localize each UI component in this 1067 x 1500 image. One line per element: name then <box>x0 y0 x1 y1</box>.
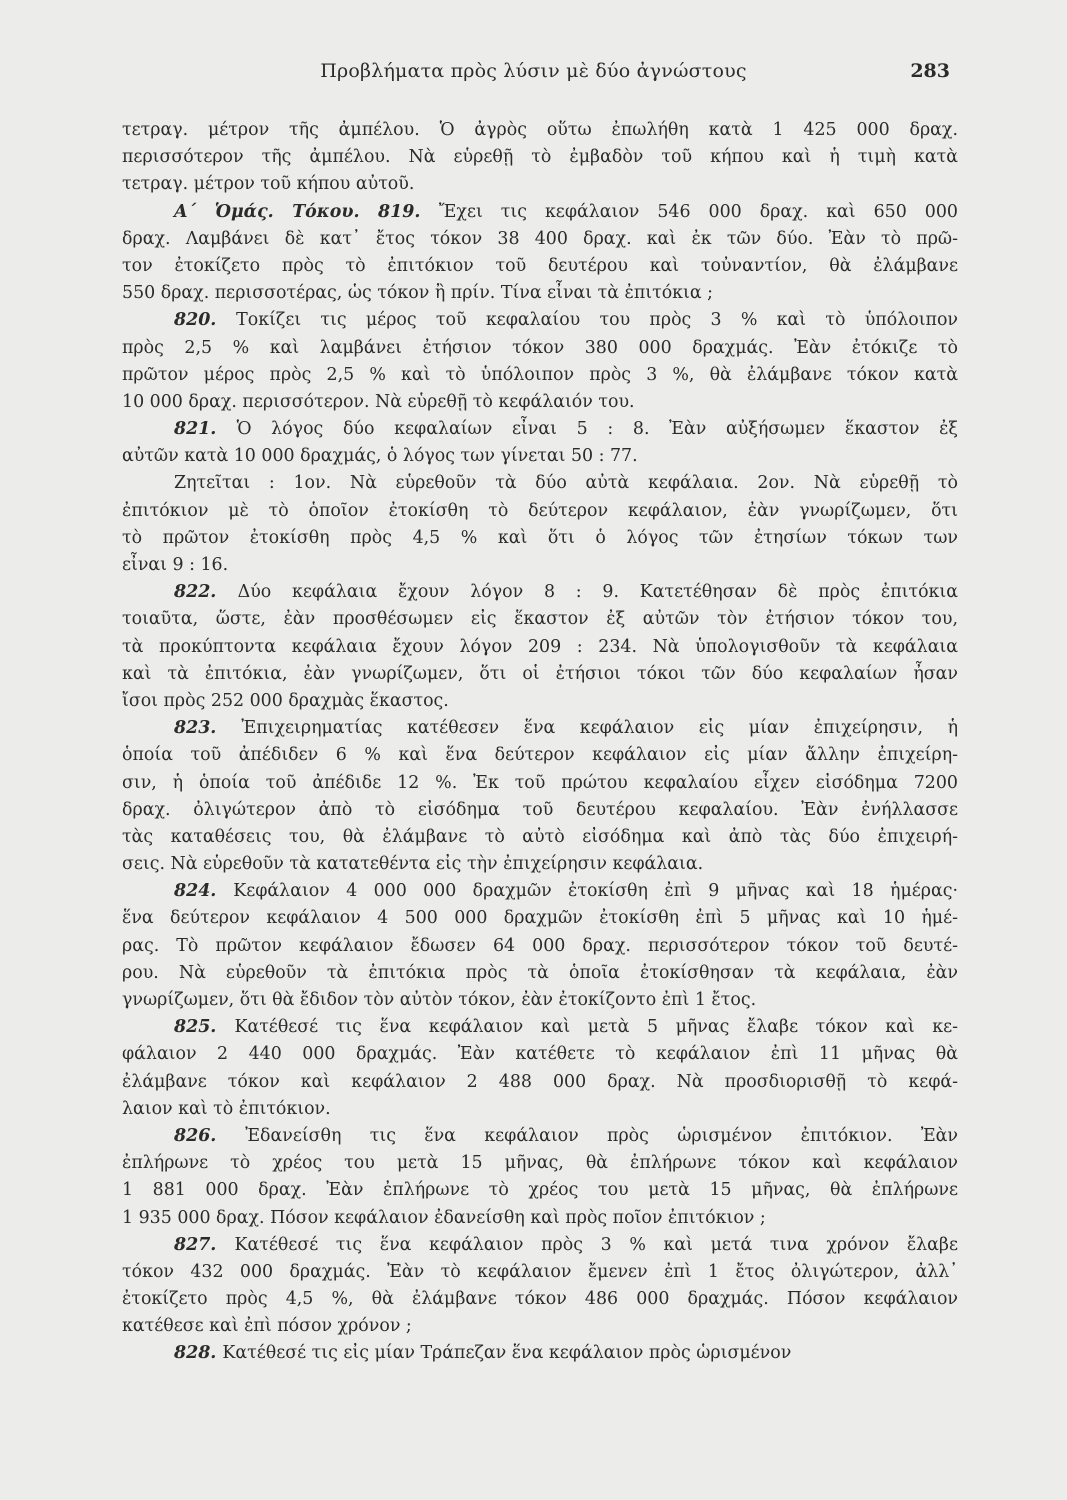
line-text: τὸ πρῶτον ἐτοκίσθη πρὸς 4,5 % καὶ ὅτι ὁ λόγος τῶν ἐτησίων τόκων των <box>122 527 958 548</box>
line-text: τετραγ. μέτρον τοῦ κήπου αὐτοῦ. <box>122 174 415 195</box>
text-line <box>122 1232 958 1259</box>
line-text: Ὁ λόγος δύο κεφαλαίων εἶναι 5 : 8. Ἐὰν αὐξήσωμεν ἕκαστον ἐξ <box>236 419 958 440</box>
text-line <box>122 498 958 525</box>
problem-number: 823. <box>174 718 242 739</box>
line-text: Ἐδανείσθη τις ἕνα κεφάλαιον πρὸς ὡρισμένον ἐπιτόκιον. Ἐὰν <box>245 1125 958 1146</box>
text-line <box>122 171 958 198</box>
text-line <box>122 1286 958 1313</box>
line-text: Τοκίζει τις μέρος τοῦ κεφαλαίου του πρὸς 3 % καὶ τὸ ὑπόλοιπον <box>236 310 958 331</box>
line-text: ἐλάμβανε τόκον καὶ κεφάλαιον 2 488 000 δραχ. Νὰ προσδιορισθῇ τὸ κεφά- <box>122 1071 958 1092</box>
line-text: Ἔχει τις κεφάλαιον 546 000 δραχ. καὶ 650 000 <box>438 201 958 222</box>
text-line <box>122 1259 958 1286</box>
line-text: δραχ. Λαμβάνει δὲ κατ᾽ ἔτος τόκον 38 400 δραχ. καὶ ἐκ τῶν δύο. Ἐὰν τὸ πρῶ- <box>122 228 958 249</box>
text-line <box>122 634 958 661</box>
line-text: αὐτῶν κατὰ 10 000 δραχμάς, ὁ λόγος των γίνεται 50 : 77. <box>122 446 638 467</box>
line-text: Κατέθεσέ τις εἰς μίαν Τράπεζαν ἕνα κεφάλαιον πρὸς ὡρισμένον <box>222 1343 792 1364</box>
line-text: ἐπιτόκιον μὲ τὸ ὁποῖον ἐτοκίσθη τὸ δεύτερον κεφάλαιον, ἐὰν γνωρίζωμεν, ὅτι <box>122 500 958 521</box>
text-line <box>122 742 958 769</box>
text-line <box>122 661 958 688</box>
line-text: ἴσοι πρὸς 252 000 δραχμὰς ἕκαστος. <box>122 690 449 711</box>
text-line <box>122 797 958 824</box>
line-text: Ζητεῖται : 1ον. Νὰ εὑρεθοῦν τὰ δύο αὐτὰ κεφάλαια. 2ον. Νὰ εὑρεθῇ τὸ <box>174 473 958 494</box>
line-text: Δύο κεφάλαια ἔχουν λόγον 8 : 9. Κατετέθησαν δὲ πρὸς ἐπιτόκια <box>237 582 958 603</box>
line-text: πρὸς 2,5 % καὶ λαμβάνει ἐτήσιον τόκον 380 000 δραχμάς. Ἐὰν ἐτόκιζε τὸ <box>122 337 958 358</box>
line-text: τόκον 432 000 δραχμάς. Ἐὰν τὸ κεφάλαιον ἔμενεν ἐπὶ 1 ἔτος ὀλιγώτερον, ἀλλ᾽ <box>122 1261 958 1282</box>
line-text: ρας. Τὸ πρῶτον κεφάλαιον ἔδωσεν 64 000 δραχ. περισσότερον τόκον τοῦ δευτέ- <box>122 935 958 956</box>
text-line <box>122 905 958 932</box>
text-line <box>122 1205 958 1232</box>
text-line <box>122 933 958 960</box>
text-line <box>122 144 958 171</box>
text-line <box>122 1069 958 1096</box>
problem-number: 827. <box>174 1234 235 1255</box>
line-text: εἶναι 9 : 16. <box>122 555 229 575</box>
text-line <box>122 253 958 280</box>
line-text: σεις. Νὰ εὑρεθοῦν τὰ κατατεθέντα εἰς τὴν ἐπιχείρησιν κεφάλαια. <box>122 854 704 875</box>
line-text: καὶ τὰ ἐπιτόκια, ἐὰν γνωρίζωμεν, ὅτι οἱ ἐτήσιοι τόκοι τῶν δύο κεφαλαίων ἦσαν <box>122 663 958 684</box>
text-line <box>122 960 958 987</box>
problem-number: 824. <box>174 881 234 902</box>
text-line <box>122 1041 958 1068</box>
text-line <box>122 199 958 226</box>
text-line <box>122 1096 958 1123</box>
text-line <box>122 715 958 742</box>
text-line <box>122 878 958 905</box>
text-line <box>122 1313 958 1340</box>
line-text: Ἐπιχειρηματίας κατέθεσεν ἕνα κεφάλαιον εἰς μίαν ἐπιχείρησιν, ἡ <box>241 718 958 739</box>
text-line <box>122 987 958 1014</box>
text-line <box>122 851 958 878</box>
line-text: τὰ προκύπτοντα κεφάλαια ἔχουν λόγον 209 : 234. Νὰ ὑπολογισθοῦν τὰ κεφάλαια <box>122 636 958 657</box>
line-text: τοιαῦτα, ὥστε, ἐὰν προσθέσωμεν εἰς ἕκαστον ἐξ αὐτῶν τὸν ἐτήσιον τόκον του, <box>122 609 958 630</box>
line-text: ὁποία τοῦ ἀπέδιδεν 6 % καὶ ἕνα δεύτερον κεφάλαιον εἰς μίαν ἄλλην ἐπιχείρη- <box>122 745 958 766</box>
text-line <box>122 443 958 470</box>
problem-number: 820. <box>174 310 237 331</box>
text-line <box>122 416 958 443</box>
line-text: Κατέθεσέ τις ἕνα κεφάλαιον καὶ μετὰ 5 μῆνας ἔλαβε τόκον καὶ κε- <box>234 1017 958 1038</box>
text-line <box>122 1150 958 1177</box>
line-text: ἐπλήρωνε τὸ χρέος του μετὰ 15 μῆνας, θὰ ἐπλήρωνε τόκον καὶ κεφάλαιον <box>122 1153 958 1174</box>
text-line <box>122 606 958 633</box>
line-text: πρῶτον μέρος πρὸς 2,5 % καὶ τὸ ὑπόλοιπον πρὸς 3 %, θὰ ἐλάμβανε τόκον κατὰ <box>122 364 958 385</box>
text-line <box>122 1340 958 1367</box>
text-line <box>122 335 958 362</box>
problem-number: 826. <box>174 1125 246 1146</box>
line-text: Κατέθεσέ τις ἕνα κεφάλαιον πρὸς 3 % καὶ μετά τινα χρόνον ἔλαβε <box>234 1234 958 1255</box>
line-text: Κεφάλαιον 4 000 000 δραχμῶν ἐτοκίσθη ἐπὶ 9 μῆνας καὶ 18 ἡμέρας· <box>233 881 958 902</box>
line-text: φάλαιον 2 440 000 δραχμάς. Ἐὰν κατέθετε τὸ κεφάλαιον ἐπὶ 11 μῆνας θὰ <box>122 1044 958 1065</box>
problem-number: Α΄ Ὁμάς. Τόκου. 819. <box>174 201 439 222</box>
line-text: δραχ. ὀλιγώτερον ἀπὸ τὸ εἰσόδημα τοῦ δευτέρου κεφαλαίου. Ἐὰν ἐνήλλασσε <box>122 799 958 820</box>
problem-number: 821. <box>174 419 237 440</box>
line-text: γνωρίζωμεν, ὅτι θὰ ἔδιδον τὸν αὐτὸν τόκον, ἐὰν ἐτοκίζοντο ἐπὶ 1 ἔτος. <box>122 990 757 1010</box>
line-text: τετραγ. μέτρον τῆς ἀμπέλου. Ὁ ἀγρὸς οὕτω ἐπωλήθη κατὰ 1 425 000 δραχ. <box>122 120 958 140</box>
line-text: τὰς καταθέσεις του, θὰ ἐλάμβανε τὸ αὐτὸ εἰσόδημα καὶ ἀπὸ τὰς δύο ἐπιχειρή- <box>122 826 958 847</box>
problem-number: 828. <box>174 1343 223 1364</box>
line-text: 1 935 000 δραχ. Πόσον κεφάλαιον ἐδανείσθη καὶ πρὸς ποῖον ἐπιτόκιον ; <box>122 1207 766 1228</box>
page-number: 283 <box>910 60 950 82</box>
line-text: ἕνα δεύτερον κεφάλαιον 4 500 000 δραχμῶν ἐτοκίσθη ἐπὶ 5 μῆνας καὶ 10 ἡμέ- <box>122 908 958 929</box>
line-text: ρου. Νὰ εὑρεθοῦν τὰ ἐπιτόκια πρὸς τὰ ὁποῖα ἐτοκίσθησαν τὰ κεφάλαια, ἐὰν <box>122 962 958 983</box>
text-line <box>122 362 958 389</box>
text-line <box>122 117 958 144</box>
problem-number: 822. <box>174 582 238 603</box>
text-line <box>122 307 958 334</box>
text-line <box>122 1014 958 1041</box>
text-line <box>122 470 958 497</box>
text-line <box>122 824 958 851</box>
text-line <box>122 1123 958 1150</box>
text-line <box>122 1177 958 1204</box>
text-line <box>122 280 958 307</box>
line-text: ἐτοκίζετο πρὸς 4,5 %, θὰ ἐλάμβανε τόκον 486 000 δραχμάς. Πόσον κεφάλαιον <box>122 1289 958 1310</box>
running-head <box>0 60 1067 90</box>
problem-number: 825. <box>174 1017 235 1038</box>
text-line <box>122 525 958 552</box>
page-body <box>122 117 958 1368</box>
line-text: κατέθεσε καὶ ἐπὶ πόσον χρόνον ; <box>122 1316 412 1337</box>
text-line <box>122 226 958 253</box>
text-line <box>122 389 958 416</box>
line-text: 10 000 δραχ. περισσότερον. Νὰ εὑρεθῇ τὸ κεφάλαιόν του. <box>122 391 635 412</box>
line-text: σιν, ἡ ὁποία τοῦ ἀπέδιδε 12 %. Ἐκ τοῦ πρώτου κεφαλαίου εἶχεν εἰσόδημα 7200 <box>122 772 958 793</box>
running-title: Προβλήματα πρὸς λύσιν μὲ δύο ἀγνώστους <box>320 60 747 82</box>
text-line <box>122 579 958 606</box>
line-text: λαιον καὶ τὸ ἐπιτόκιον. <box>122 1098 331 1119</box>
text-line <box>122 552 958 579</box>
line-text: τον ἐτοκίζετο πρὸς τὸ ἐπιτόκιον τοῦ δευτέρου καὶ τοὐναντίον, θὰ ἐλάμβανε <box>122 255 958 276</box>
line-text: 1 881 000 δραχ. Ἐὰν ἐπλήρωνε τὸ χρέος του μετὰ 15 μῆνας, θὰ ἐπλήρωνε <box>122 1180 958 1201</box>
line-text: περισσότερον τῆς ἀμπέλου. Νὰ εὑρεθῇ τὸ ἐμβαδὸν τοῦ κήπου καὶ ἡ τιμὴ κατὰ <box>122 147 958 168</box>
text-line <box>122 688 958 715</box>
line-text: 550 δραχ. περισσοτέρας, ὡς τόκον ἢ πρίν. Τίνα εἶναι τὰ ἐπιτόκια ; <box>122 283 714 304</box>
text-line <box>122 770 958 797</box>
